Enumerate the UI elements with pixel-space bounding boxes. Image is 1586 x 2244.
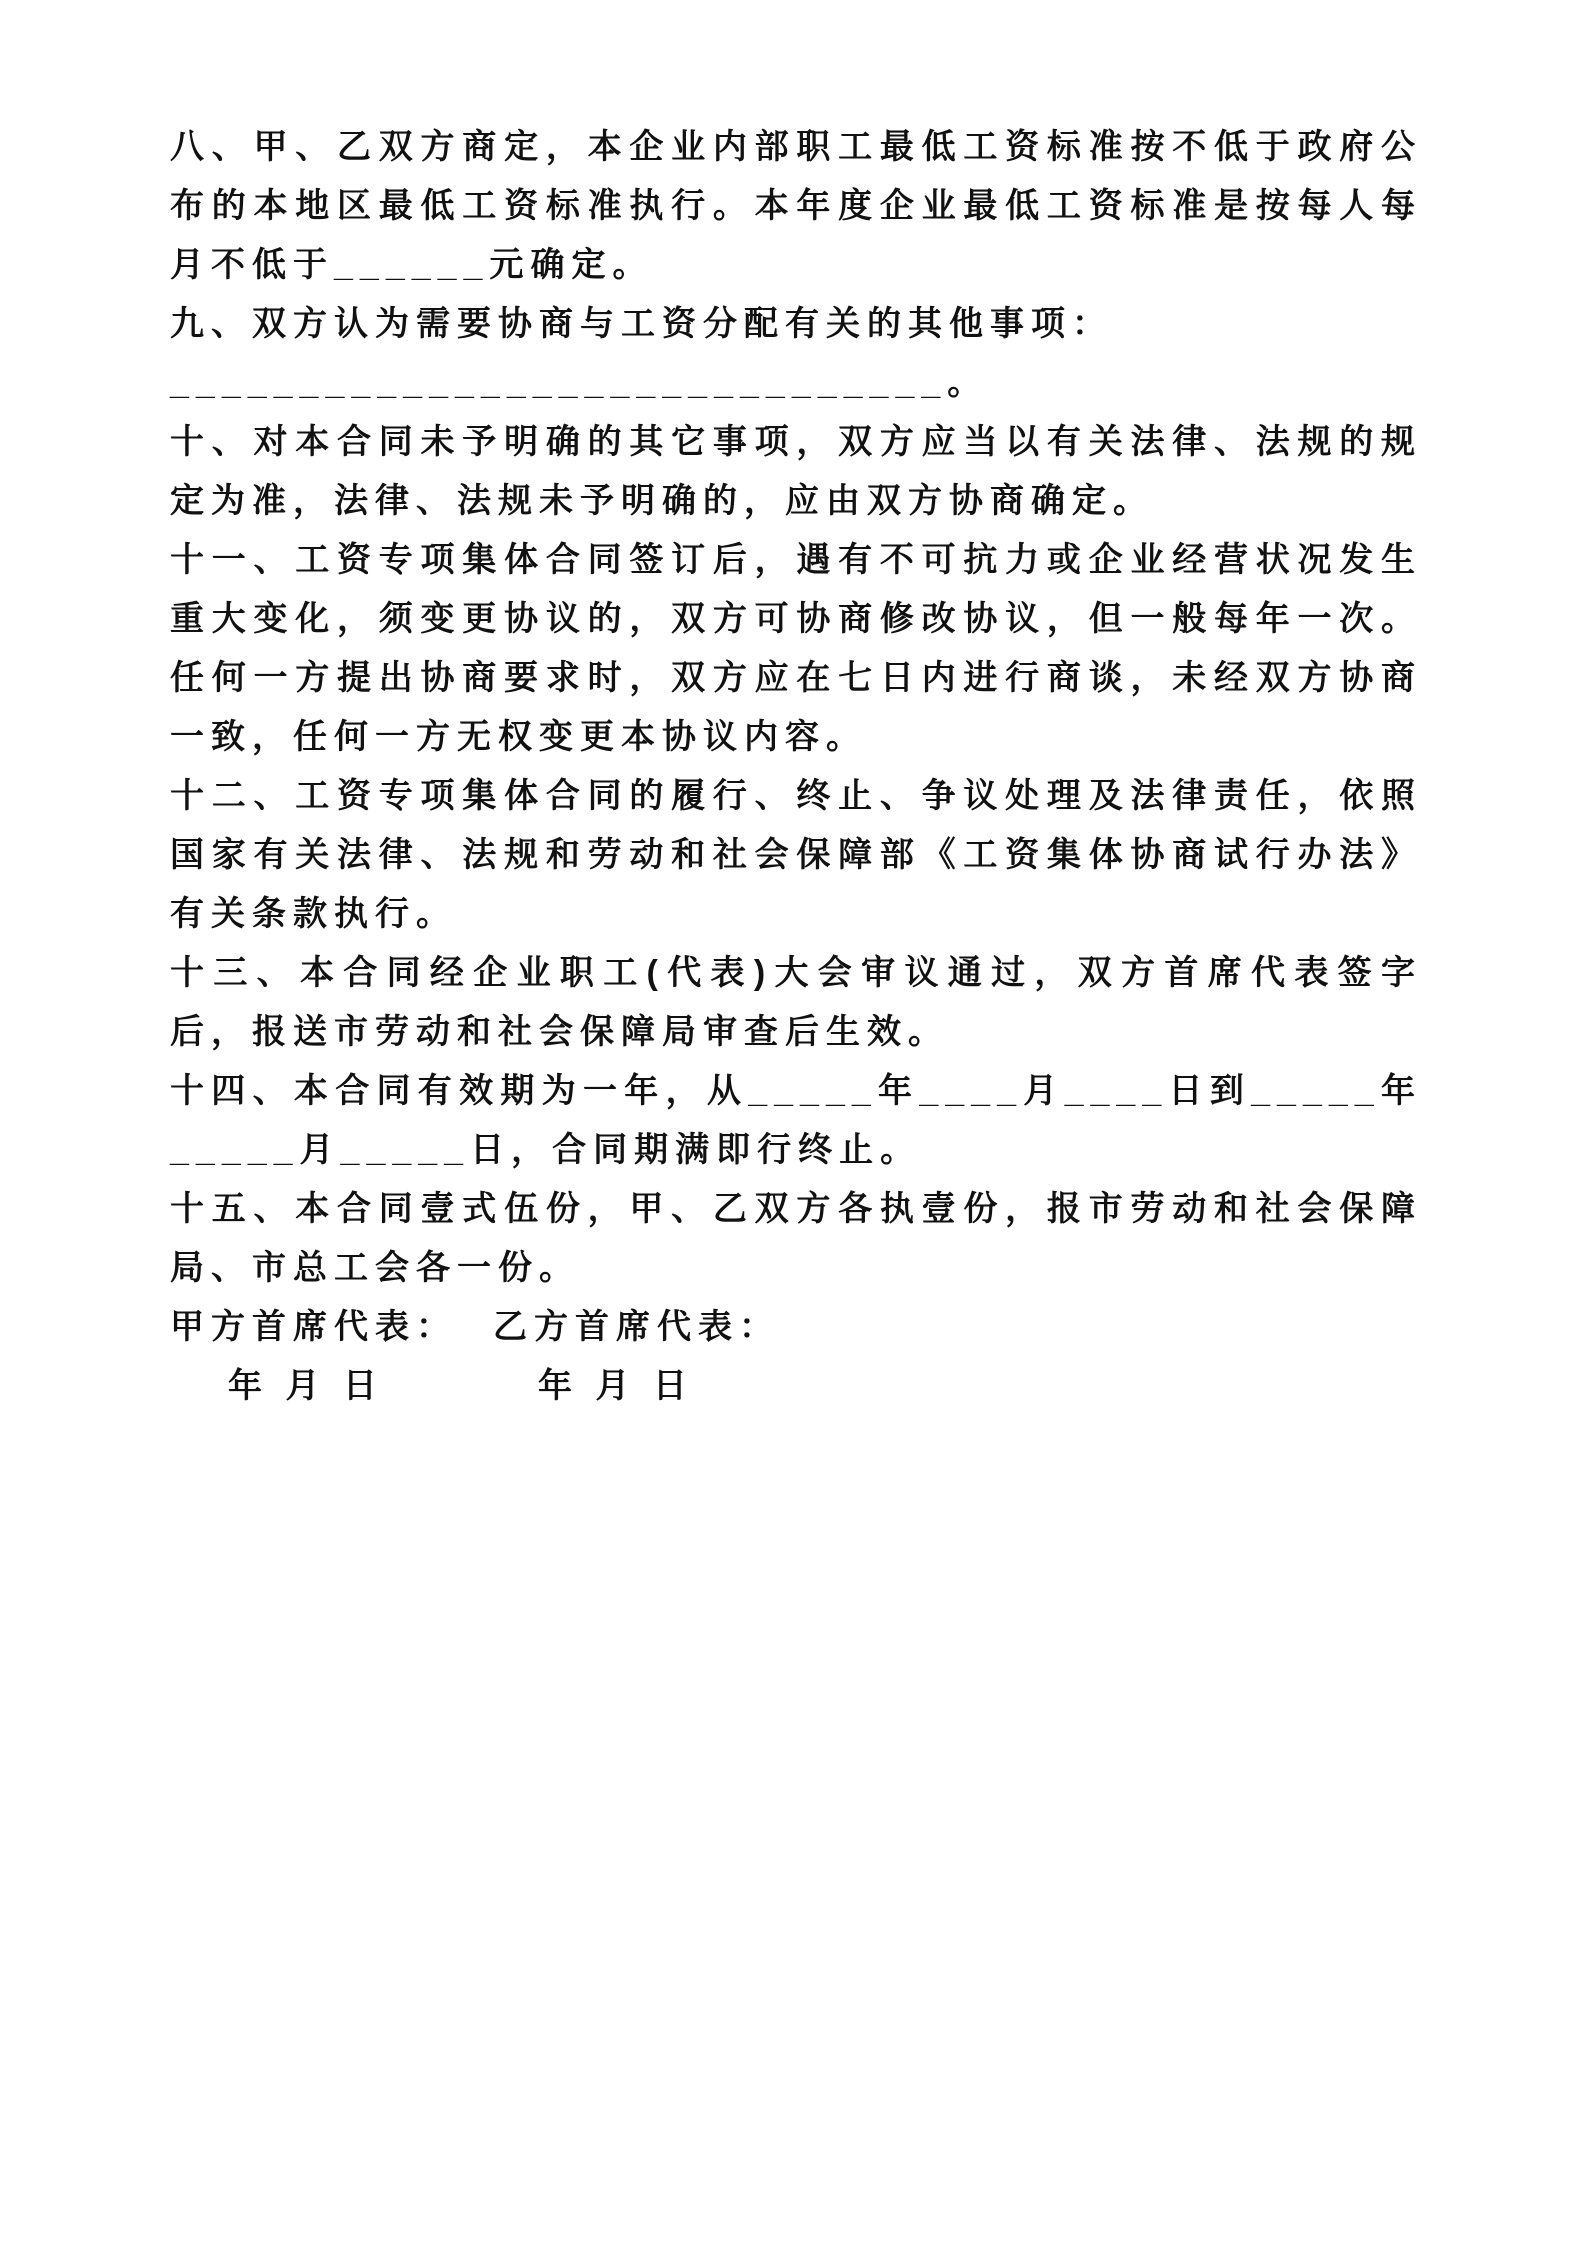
signature-labels-row [170,1298,1422,1357]
clause-14-paragraph: 十四、本合同有效期为一年，从_____年____月____日到_____年_____月_____日，合同期满即行终止。 [170,1072,1422,1169]
contract-body [170,118,1422,1416]
clause-8-paragraph: 八、甲、乙双方商定，本企业内部职工最低工资标准按不低于政府公布的本地区最低工资标准执行。本年度企业最低工资标准是按每人每月不低于______元确定。 [170,128,1422,284]
clause-12-paragraph: 十二、工资专项集体合同的履行、终止、争议处理及法律责任，依照国家有关法律、法规和劳动和社会保障部《工资集体协商试行办法》有关条款执行。 [170,777,1422,933]
clause-9-paragraph: 九、双方认为需要协商与工资分配有关的其他事项： [170,305,1113,343]
clause-11-paragraph: 十一、工资专项集体合同签订后，遇有不可抗力或企业经营状况发生重大变化，须变更协议的，双方可协商修改协议，但一般每年一次。任何一方提出协商要求时，双方应在七日内进行商谈，未经双方协商一致，任何一方无权变更本协议内容。 [170,541,1422,756]
clause-13-paragraph: 十三、本合同经企业职工(代表)大会审议通过，双方首席代表签字后，报送市劳动和社会保障局审查后生效。 [170,954,1422,1051]
party-a-date-line: 年 月 日 [228,1367,384,1405]
party-b-date-line: 年 月 日 [538,1367,694,1405]
party-a-chief-representative-label: 甲方首席代表： [170,1308,457,1346]
party-b-chief-representative-label: 乙方首席代表： [493,1308,780,1346]
signature-dates-row [170,1357,1422,1416]
clause-15-paragraph: 十五、本合同壹式伍份，甲、乙双方各执壹份，报市劳动和社会保障局、市总工会各一份。 [170,1190,1422,1287]
clause-10-paragraph: 十、对本合同未予明确的其它事项，双方应当以有关法律、法规的规定为准，法律、法规未予明确的，应由双方协商确定。 [170,423,1422,520]
clause-9-blank-line: ______________________________。 [170,364,989,402]
